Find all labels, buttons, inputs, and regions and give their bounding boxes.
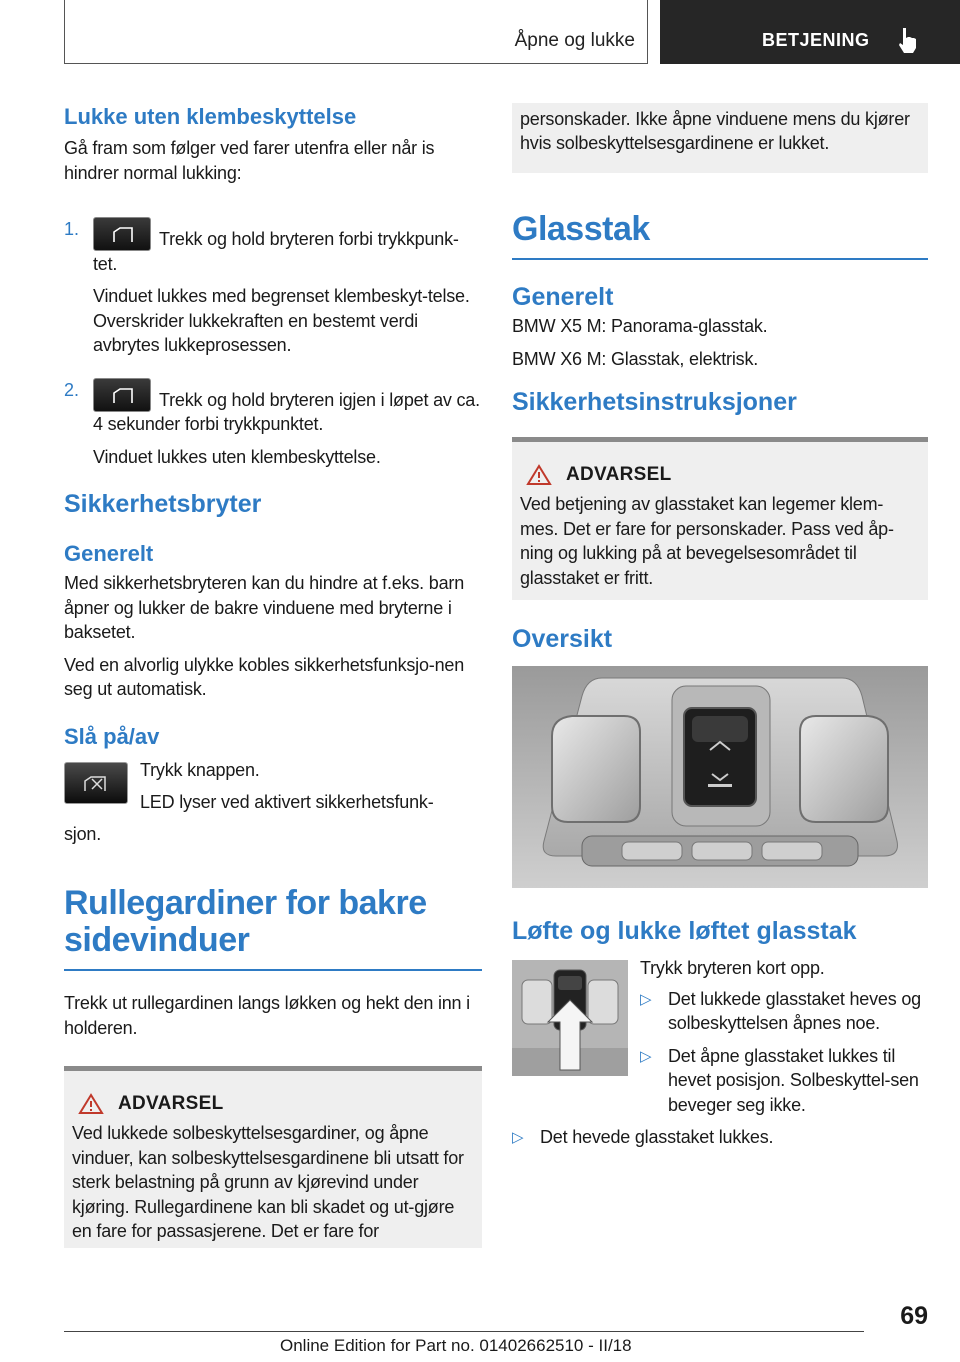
sla-instruction: Trykk knappen. [140, 760, 260, 781]
window-switch-icon [93, 378, 151, 412]
heading-sikkerhetsinstruksjoner: Sikkerhetsinstruksjoner [512, 388, 797, 417]
step-result: Vinduet lukkes med begrenset klembeskyt‐telse. Overskrider lukkekraften en bestemt verdi avbrytes lukkeprosessen. [93, 286, 470, 356]
lukke-intro-text: Gå fram som følger ved farer utenfra eller når is hindrer normal lukking: [64, 138, 435, 183]
bullet-item [640, 1044, 928, 1117]
warning-title-text: ADVARSEL [566, 464, 672, 486]
heading-rullegardiner: Rullegardiner for bakre sidevinduer [64, 885, 482, 972]
footer-edition: Online Edition for Part no. 01402662510 - II/18 [280, 1336, 632, 1355]
rullegardiner-text: Trekk ut rullegardinen langs løkken og hekt den inn i holderen. [64, 993, 470, 1038]
heading-sikkerhetsbryter: Sikkerhetsbryter [64, 490, 262, 519]
heading-sla-pa-av: Slå på/av [64, 723, 160, 749]
step-instruction: Trekk og hold bryteren igjen i løpet av ca. 4 sekunder forbi trykkpunktet. [93, 389, 480, 435]
warning-text: Ved lukkede solbeskyttelsesgardiner, og åpne vinduer, kan solbeskyttelsesgardinene bli utsatt for sterk belastning på grunn av kjørevind under kjøring. Rullegardinene kan bli skadet og ut‐gjøre en fare for passasjerene. Det er fare for [72, 1123, 464, 1242]
bullet-triangle-icon: ▷ [640, 990, 652, 1008]
warning-text: Ved betjening av glasstaket kan legemer klem‐mes. Det er fare for personskader. Pass ved åp‐ning og lukking på at bevegelsesområdet til glasstaket er fritt. [520, 494, 894, 588]
bullet-item [512, 1125, 928, 1149]
safety-switch-button-icon [64, 762, 128, 804]
bullet-triangle-icon: ▷ [640, 1047, 652, 1065]
sla-block [64, 758, 482, 828]
bullet-text: Det åpne glasstaket lukkes til hevet posisjon. Solbeskyttel‐sen beveger seg ikke. [668, 1045, 919, 1115]
bullet-triangle-icon: ▷ [512, 1129, 524, 1147]
roof-switch-push-up-image [512, 960, 628, 1076]
heading-lukke-uten-klembeskyttelse: Lukke uten klembeskyttelse [64, 104, 357, 129]
generelt-x6m: BMW X6 M: Glasstak, elektrisk. [512, 348, 759, 369]
bullet-text: Det lukkede glasstaket heves og solbeskyttelsen åpnes noe. [668, 988, 921, 1034]
lofte-block [512, 956, 928, 1149]
header-chapter-title: BETJENING [762, 30, 870, 50]
page-number: 69 [900, 1302, 928, 1330]
warning-title [72, 1093, 474, 1115]
warning-title-text: ADVARSEL [118, 1093, 224, 1115]
header-section-box [64, 0, 648, 64]
lofte-text-area [640, 956, 928, 1117]
warning-triangle-icon [78, 1093, 104, 1115]
heading-glasstak: Glasstak [512, 211, 928, 260]
step-1 [64, 217, 482, 357]
step-instruction: Trekk og hold bryteren forbi trykkpunk‐tet. [93, 229, 459, 274]
warning-box-continued [512, 103, 928, 173]
step-result: Vinduet lukkes uten klembeskyttelse. [93, 446, 381, 467]
warning-box-glasstak [512, 437, 928, 600]
footer-divider [64, 1331, 864, 1332]
bullet-text: Det hevede glasstaket lukkes. [540, 1127, 774, 1148]
step-text [93, 378, 482, 437]
sla-led-text-cont: sjon. [64, 824, 102, 845]
generelt-x5m: BMW X5 M: Panorama-glasstak. [512, 316, 768, 337]
heading-generelt: Generelt [512, 283, 614, 312]
step-number: 2. [64, 379, 80, 400]
warning-continued-text: personskader. Ikke åpne vinduene mens du kjører hvis solbeskyttelsesgardinene er lukket. [520, 109, 910, 154]
warning-box-rullegardiner [64, 1066, 482, 1248]
header-chapter-box [660, 0, 960, 64]
pointing-hand-icon [896, 26, 920, 54]
heading-generelt: Generelt [64, 541, 154, 567]
right-column [512, 103, 928, 1149]
generelt-paragraph-1: Med sikkerhetsbryteren kan du hindre at f.eks. barn åpner og lukker de bakre vinduene med bryterne i baksetet. [64, 573, 465, 643]
generelt-paragraph-2: Ved en alvorlig ulykke kobles sikkerhetsfunksjo‐nen seg ut automatisk. [64, 654, 465, 700]
overhead-console-image [512, 666, 928, 888]
step-number: 1. [64, 219, 80, 240]
header-section-title: Åpne og lukke [514, 30, 635, 51]
bullet-item [640, 987, 928, 1036]
step-2 [64, 378, 482, 469]
warning-title [520, 464, 920, 486]
step-text [93, 217, 482, 276]
heading-oversikt: Oversikt [512, 625, 613, 654]
sla-led-text: LED lyser ved aktivert sikkerhetsfunk‐ [140, 792, 434, 813]
lofte-instruction: Trykk bryteren kort opp. [640, 958, 825, 979]
window-switch-icon [93, 217, 151, 251]
left-column [64, 100, 482, 1248]
warning-triangle-icon [526, 464, 552, 486]
heading-lofte-og-lukke: Løfte og lukke løftet glasstak [512, 917, 857, 946]
